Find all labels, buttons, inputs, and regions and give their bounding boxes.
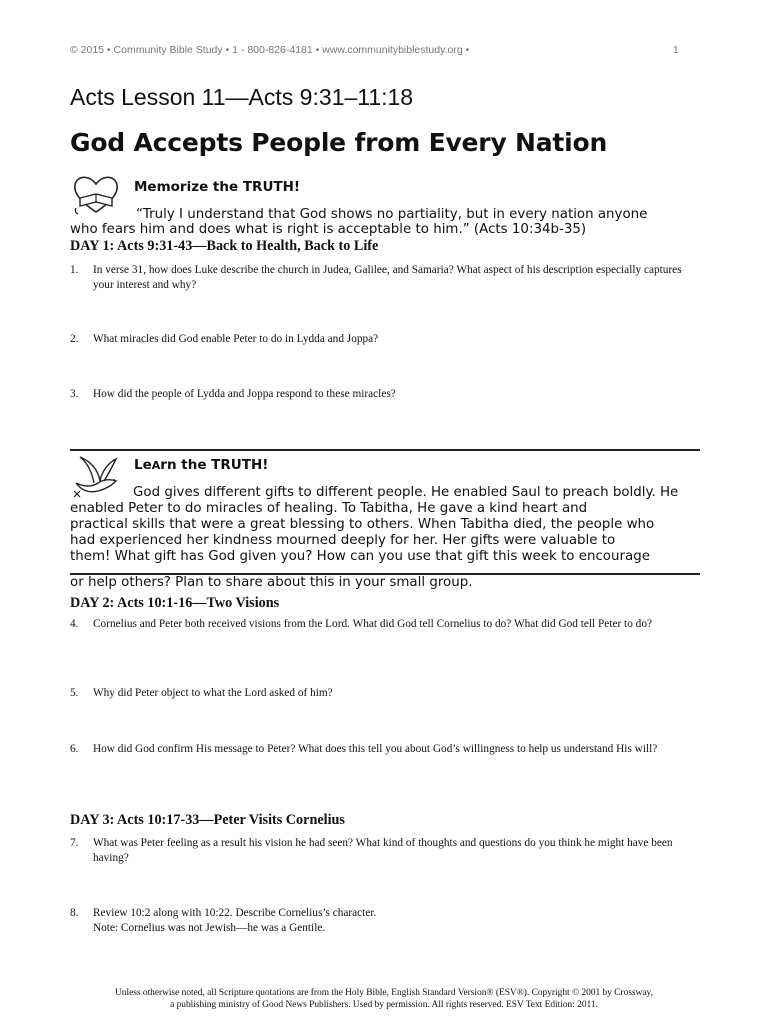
question-text: What was Peter feeling as a result his vision he had seen? What kind of thoughts and questions do you think he might have been having? — [93, 837, 673, 864]
question-number: 5. — [70, 687, 79, 699]
question-8 — [70, 906, 700, 936]
learn-text-line2: enabled Peter to do miracles of healing. To Tabitha, He gave a kind heart and — [70, 501, 588, 516]
learn-heading-pre: Le — [134, 457, 152, 473]
question-number: 1. — [70, 264, 79, 276]
learn-text-line5: them! What gift has God given you? How can you use that gift this week to encourage — [70, 549, 650, 564]
question-text: How did the people of Lydda and Joppa respond to these miracles? — [93, 388, 396, 400]
learn-heading — [134, 457, 268, 473]
question-8-note: Note: Cornelius was not Jewish—he was a Gentile. — [93, 921, 326, 934]
learn-heading-a: A — [151, 459, 161, 472]
day3-heading: DAY 3: Acts 10:17-33—Peter Visits Cornelius — [70, 812, 345, 828]
question-number: 3. — [70, 388, 79, 400]
memorize-verse-line1: “Truly I understand that God shows no partiality, but in every nation anyone — [136, 207, 648, 222]
footer-copyright — [0, 988, 768, 1011]
question-text: In verse 31, how does Luke describe the church in Judea, Galilee, and Samaria? What aspect of his description especially captures your interest and why? — [93, 264, 682, 291]
page-number: 1 — [673, 44, 679, 56]
question-3 — [70, 387, 700, 403]
memorize-heading: Memorize the TRUTH! — [134, 179, 301, 195]
question-number: 4. — [70, 618, 79, 630]
dove-icon — [70, 453, 122, 499]
footer-line2: a publishing ministry of Good News Publishers. Used by permission. All rights reserved. ESV Text Edition: 2011. — [170, 999, 598, 1010]
question-1 — [70, 263, 700, 293]
question-7 — [70, 836, 700, 866]
day1-heading: DAY 1: Acts 9:31-43—Back to Health, Back to Life — [70, 238, 379, 254]
learn-text-line6: or help others? Plan to share about this in your small group. — [70, 575, 473, 590]
question-2 — [70, 332, 700, 348]
learn-top-divider — [70, 449, 700, 451]
question-text: Cornelius and Peter both received visions from the Lord. What did God tell Cornelius to do? What did God tell Peter to do? — [93, 618, 652, 630]
question-text: How did God confirm His message to Peter? What does this tell you about God’s willingness to help us understand His will? — [93, 743, 658, 755]
learn-text-line1: God gives different gifts to different people. He enabled Saul to preach boldly. He — [133, 485, 679, 500]
footer-line1: Unless otherwise noted, all Scripture quotations are from the Holy Bible, English Standard Version® (ESV®). Copyright © 2001 by Crossway, — [115, 988, 653, 998]
learn-text-line4: had experienced her kindness mourned deeply for her. Her gifts were valuable to — [70, 533, 616, 548]
question-number: 7. — [70, 837, 79, 849]
question-8-text: Review 10:2 along with 10:22. Describe Cornelius’s character. — [93, 907, 377, 919]
question-number: 8. — [70, 907, 79, 919]
question-number: 2. — [70, 333, 79, 345]
question-4 — [70, 617, 700, 647]
learn-heading-post: rn the TRUTH! — [160, 457, 269, 473]
lesson-title: Acts Lesson 11—Acts 9:31–11:18 — [70, 84, 414, 110]
question-number: 6. — [70, 743, 79, 755]
question-6 — [70, 742, 700, 772]
learn-text-line3: practical skills that were a great blessing to others. When Tabitha died, the people who — [70, 517, 655, 532]
question-text: What miracles did God enable Peter to do in Lydda and Joppa? — [93, 333, 379, 345]
question-text: Why did Peter object to what the Lord asked of him? — [93, 687, 333, 699]
question-5 — [70, 686, 700, 702]
main-title: God Accepts People from Every Nation — [70, 128, 608, 157]
question-text — [93, 906, 703, 935]
memorize-verse-line2: who fears him and does what is right is acceptable to him.” (Acts 10:34b-35) — [70, 222, 587, 237]
header-copyright: © 2015 • Community Bible Study • 1 - 800-826-4181 • www.communitybiblestudy.org • — [70, 44, 470, 56]
heart-bible-icon — [68, 172, 124, 218]
day2-heading: DAY 2: Acts 10:1-16—Two Visions — [70, 595, 280, 611]
